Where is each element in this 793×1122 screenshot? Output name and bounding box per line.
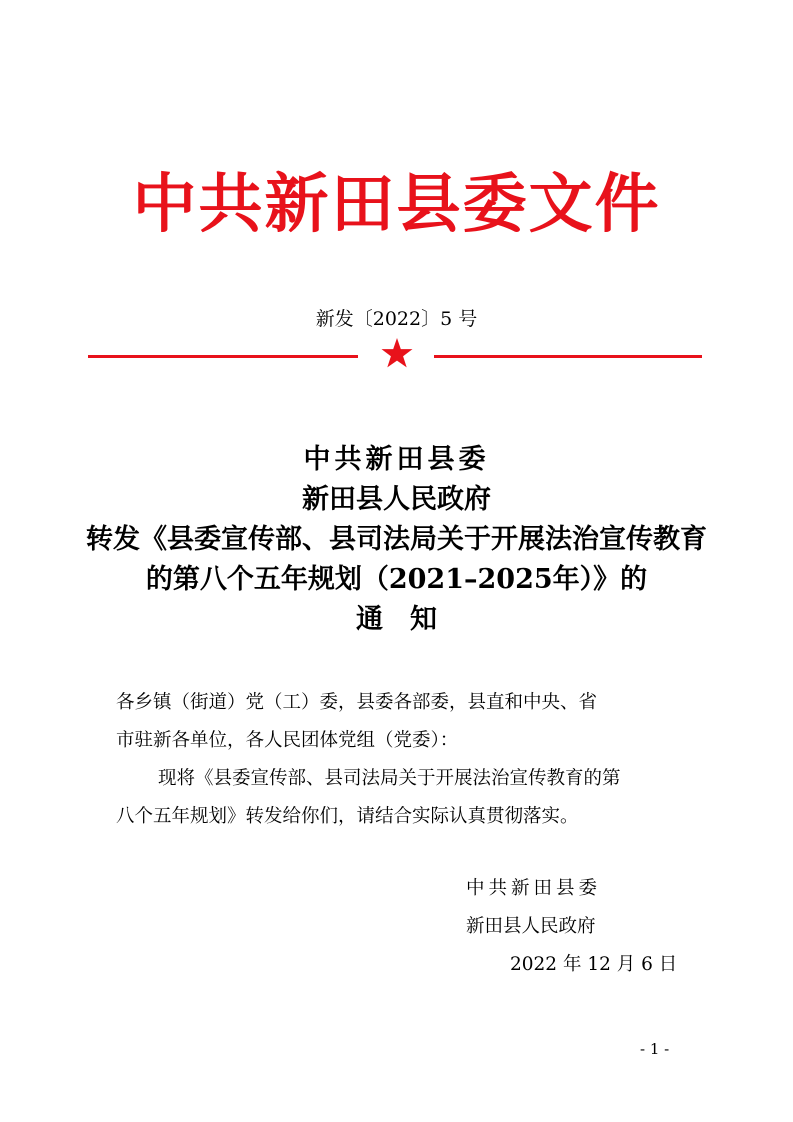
star-shape xyxy=(381,338,412,367)
title-line-notice: 通 知 xyxy=(356,604,437,635)
signature-block xyxy=(466,870,677,984)
page-number: - 1 - xyxy=(640,1040,670,1058)
title-line-issuer-party: 中共新田县委 xyxy=(303,444,490,475)
divider-line-left xyxy=(88,355,358,358)
body-paragraph-line-2: 八个五年规划》转发给你们，请结合实际认真贯彻落实。 xyxy=(116,806,579,827)
red-star-icon xyxy=(380,337,414,371)
title-line-issuer-government: 新田县人民政府 xyxy=(302,484,491,515)
addressee-line-2: 市驻新各单位，各人民团体党组（党委）： xyxy=(116,730,459,751)
title-line-subject-2: 的第八个五年规划（2021–2025年）》的 xyxy=(145,564,648,595)
document-number: 新发〔2022〕5 号 xyxy=(315,308,478,330)
notice-title xyxy=(0,440,793,640)
body-paragraph-line-1: 现将《县委宣传部、县司法局关于开展法治宣传教育的第 xyxy=(158,768,621,789)
title-line-subject-1: 转发《县委宣传部、县司法局关于开展法治宣传教育 xyxy=(86,524,707,555)
issuer-title: 中共新田县委文件 xyxy=(132,167,661,242)
notice-body xyxy=(116,684,686,836)
divider-line-right xyxy=(434,355,702,358)
signature-org-party: 中共新田县委 xyxy=(466,878,602,899)
addressee-line-1: 各乡镇（街道）党（工）委，县委各部委，县直和中央、省 xyxy=(116,692,598,713)
signature-date: 2022 年 12 月 6 日 xyxy=(510,954,678,975)
signature-org-government: 新田县人民政府 xyxy=(466,916,596,937)
